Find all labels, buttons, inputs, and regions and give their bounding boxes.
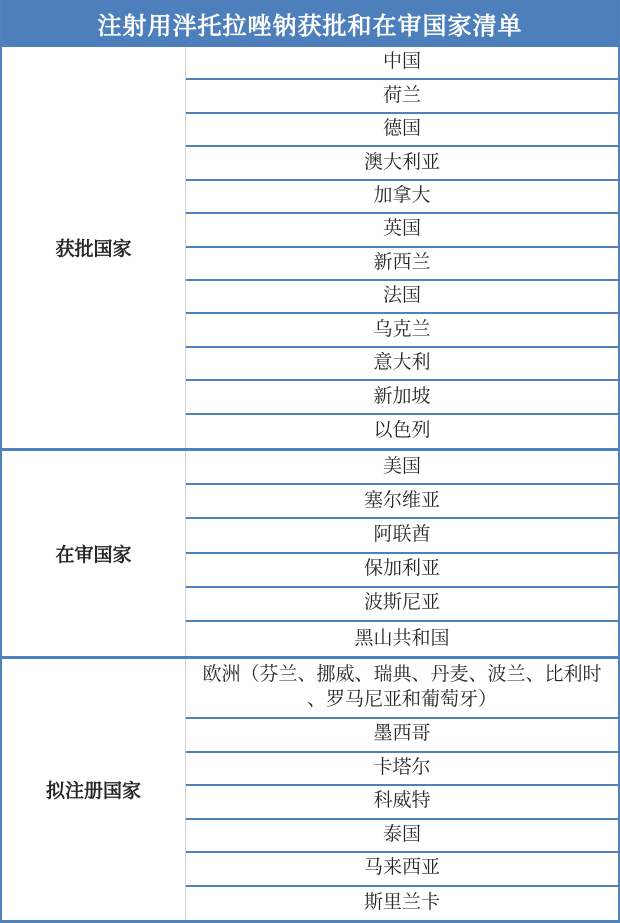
table-section bbox=[2, 656, 618, 920]
country-cell: 荷兰 bbox=[186, 80, 618, 113]
country-cell: 中国 bbox=[186, 47, 618, 80]
country-cell: 斯里兰卡 bbox=[363, 891, 440, 913]
country-cell: 新西兰 bbox=[186, 248, 618, 281]
country-cell: 加拿大 bbox=[186, 181, 618, 214]
country-rows bbox=[186, 659, 618, 920]
country-rows bbox=[186, 47, 618, 448]
country-cell: 德国 bbox=[186, 114, 618, 147]
country-cell: 保加利亚 bbox=[186, 554, 618, 588]
table-section bbox=[2, 47, 618, 448]
category-cell: 获批国家 bbox=[2, 47, 186, 448]
country-cell: 阿联酋 bbox=[186, 519, 618, 553]
country-cell: 法国 bbox=[186, 281, 618, 314]
country-cell: 欧洲（芬兰、挪威、瑞典、丹麦、波兰、比利时、罗马尼亚和葡萄牙） bbox=[186, 659, 618, 719]
country-cell: 科威特 bbox=[186, 786, 618, 820]
country-rows bbox=[186, 451, 618, 656]
country-cell: 塞尔维亚 bbox=[186, 485, 618, 519]
country-cell: 美国 bbox=[186, 451, 618, 485]
country-cell: 墨西哥 bbox=[186, 719, 618, 753]
country-cell: 英国 bbox=[186, 214, 618, 247]
country-cell: 意大利 bbox=[186, 348, 618, 381]
category-cell: 在审国家 bbox=[2, 451, 186, 656]
country-cell: 以色列 bbox=[373, 419, 431, 441]
countries-table bbox=[2, 47, 618, 920]
country-cell: 泰国 bbox=[186, 820, 618, 854]
country-cell: 波斯尼亚 bbox=[186, 588, 618, 622]
country-cell: 黑山共和国 bbox=[354, 627, 450, 649]
country-cell: 乌克兰 bbox=[186, 314, 618, 347]
category-cell: 拟注册国家 bbox=[2, 659, 186, 920]
table-section bbox=[2, 448, 618, 656]
country-cell: 卡塔尔 bbox=[186, 753, 618, 787]
country-cell: 新加坡 bbox=[186, 381, 618, 414]
table-title: 注射用泮托拉唑钠获批和在审国家清单 bbox=[2, 0, 618, 47]
country-cell: 澳大利亚 bbox=[186, 147, 618, 180]
country-cell: 马来西亚 bbox=[186, 853, 618, 887]
